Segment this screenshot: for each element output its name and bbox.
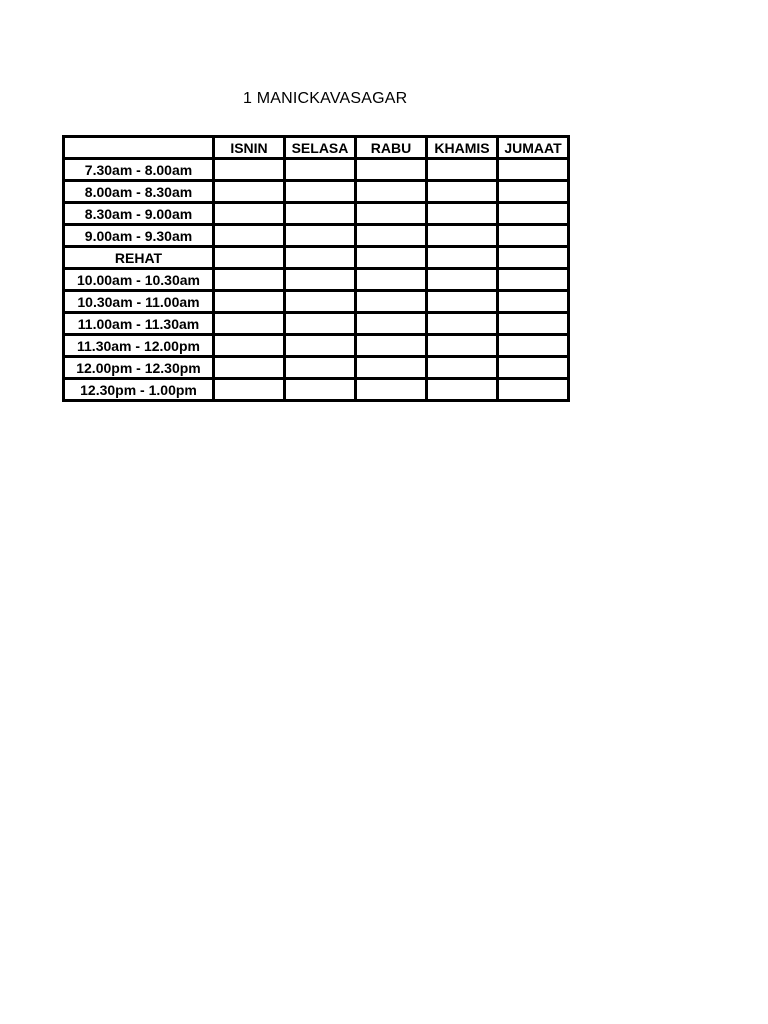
schedule-cell [427, 203, 498, 225]
schedule-cell [427, 379, 498, 401]
schedule-cell [427, 357, 498, 379]
schedule-cell [498, 203, 569, 225]
time-slot-label: 8.30am - 9.00am [64, 203, 214, 225]
schedule-cell [356, 247, 427, 269]
schedule-cell [214, 357, 285, 379]
schedule-cell [356, 203, 427, 225]
day-header-selasa: SELASA [285, 137, 356, 159]
schedule-cell [356, 291, 427, 313]
schedule-cell [498, 247, 569, 269]
table-row [64, 357, 569, 379]
schedule-cell [214, 159, 285, 181]
schedule-cell [498, 379, 569, 401]
schedule-cell [498, 269, 569, 291]
schedule-cell [214, 203, 285, 225]
time-slot-label: 8.00am - 8.30am [64, 181, 214, 203]
schedule-cell [285, 291, 356, 313]
timetable-body [64, 159, 569, 401]
day-header-khamis: KHAMIS [427, 137, 498, 159]
schedule-cell [356, 159, 427, 181]
schedule-cell [285, 357, 356, 379]
table-row [64, 203, 569, 225]
schedule-cell [427, 291, 498, 313]
schedule-cell [427, 247, 498, 269]
schedule-cell [285, 225, 356, 247]
schedule-cell [498, 159, 569, 181]
table-row [64, 335, 569, 357]
schedule-cell [214, 269, 285, 291]
schedule-cell [285, 159, 356, 181]
schedule-cell [285, 313, 356, 335]
table-row [64, 225, 569, 247]
schedule-cell [498, 181, 569, 203]
schedule-cell [498, 335, 569, 357]
schedule-cell [214, 247, 285, 269]
schedule-cell [498, 313, 569, 335]
schedule-cell [285, 203, 356, 225]
time-slot-label: 11.30am - 12.00pm [64, 335, 214, 357]
time-slot-label: 12.00pm - 12.30pm [64, 357, 214, 379]
schedule-cell [498, 357, 569, 379]
schedule-cell [214, 313, 285, 335]
schedule-cell [356, 357, 427, 379]
schedule-cell [285, 335, 356, 357]
table-row [64, 247, 569, 269]
time-slot-label: 9.00am - 9.30am [64, 225, 214, 247]
schedule-cell [285, 181, 356, 203]
table-row [64, 313, 569, 335]
time-slot-label: 11.00am - 11.30am [64, 313, 214, 335]
time-slot-label: REHAT [64, 247, 214, 269]
day-header-rabu: RABU [356, 137, 427, 159]
schedule-cell [356, 379, 427, 401]
day-header-jumaat: JUMAAT [498, 137, 569, 159]
schedule-cell [498, 291, 569, 313]
schedule-cell [214, 291, 285, 313]
schedule-cell [356, 181, 427, 203]
schedule-cell [427, 225, 498, 247]
schedule-cell [214, 379, 285, 401]
schedule-cell [214, 181, 285, 203]
schedule-cell [356, 269, 427, 291]
corner-cell [64, 137, 214, 159]
schedule-cell [498, 225, 569, 247]
day-header-isnin: ISNIN [214, 137, 285, 159]
schedule-cell [427, 313, 498, 335]
schedule-cell [214, 225, 285, 247]
schedule-cell [427, 181, 498, 203]
schedule-cell [356, 313, 427, 335]
time-slot-label: 12.30pm - 1.00pm [64, 379, 214, 401]
table-row [64, 291, 569, 313]
schedule-cell [285, 379, 356, 401]
time-slot-label: 10.30am - 11.00am [64, 291, 214, 313]
time-slot-label: 7.30am - 8.00am [64, 159, 214, 181]
schedule-cell [427, 335, 498, 357]
table-row [64, 181, 569, 203]
schedule-cell [427, 269, 498, 291]
schedule-cell [427, 159, 498, 181]
page-title: 1 MANICKAVASAGAR [243, 90, 408, 107]
header-row [64, 137, 569, 159]
schedule-cell [356, 335, 427, 357]
schedule-cell [214, 335, 285, 357]
timetable [62, 135, 570, 402]
table-row [64, 269, 569, 291]
table-row [64, 159, 569, 181]
schedule-cell [356, 225, 427, 247]
schedule-cell [285, 247, 356, 269]
schedule-cell [285, 269, 356, 291]
time-slot-label: 10.00am - 10.30am [64, 269, 214, 291]
table-row [64, 379, 569, 401]
